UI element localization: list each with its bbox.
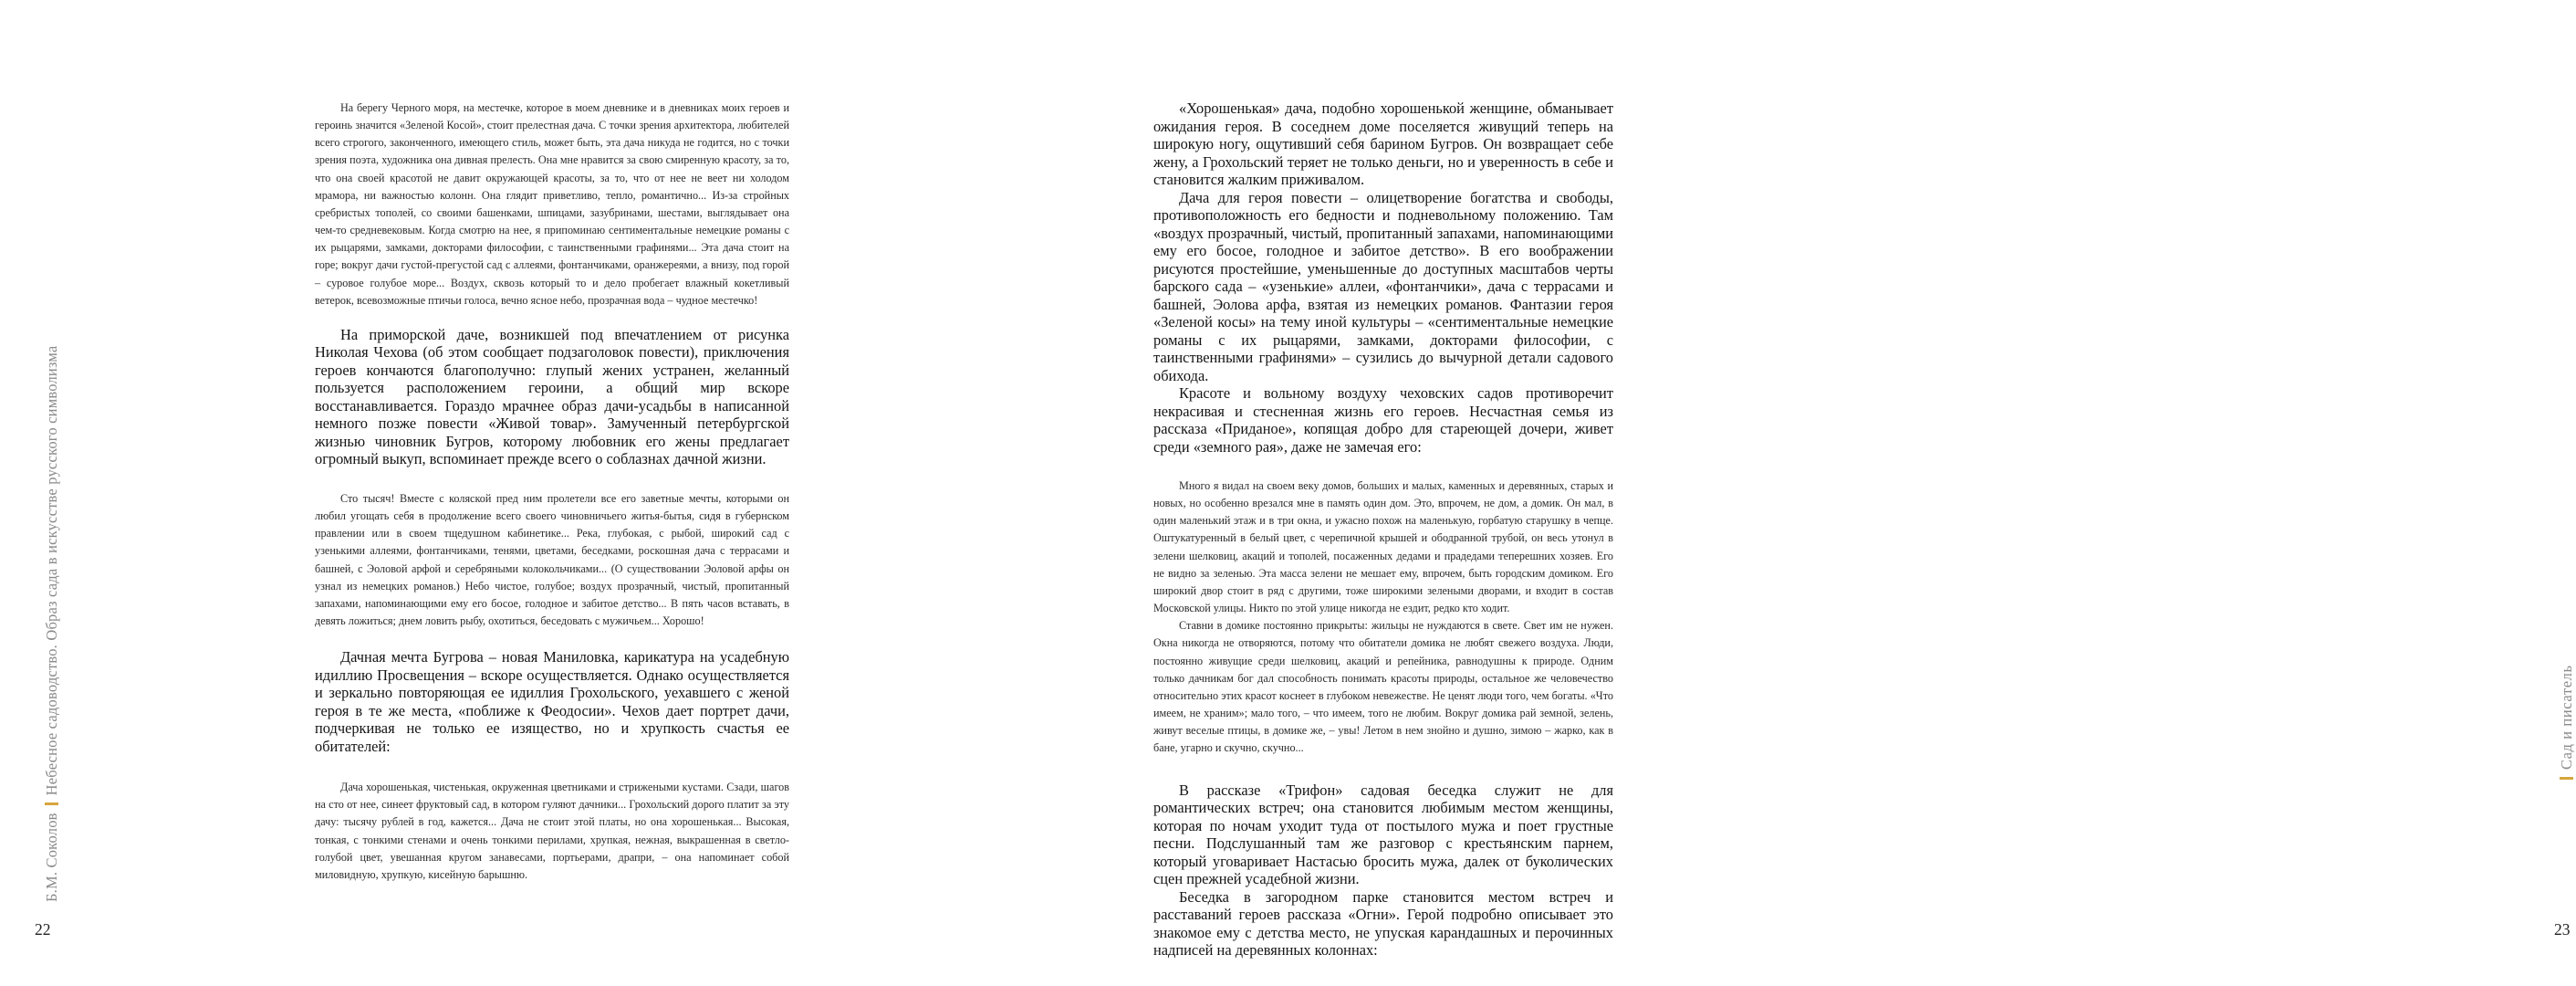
body-paragraph: Дача для героя повести – олицетворение богатства и свободы, противоположность его бедности и подневольному положению. Там «воздух прозрачный, чистый, пропитанный запахами, напоминающими ему его босое, голодное и забитое детство». В его воображении рисуются простейшие, уменьшенные до доступных масштабов черты барского сада – «узенькие» аллеи, «фонтанчики», дача с террасами и башней, Эолова арфа, взятая из немецких романов. Фантазии героя «Зеленой косы» на тему иной культуры – «сентиментальные немецкие романы с их рыцарями, замками, докторами философии, с таинственными графинями» – сузились до вычурной детали садового обихода. xyxy=(1153,188,1613,384)
running-head-book-title: Небесное садоводство. Образ сада в искусстве русского символизма xyxy=(43,345,60,796)
quote-paragraph: Много я видал на своем веку домов, больших и малых, каменных и деревянных, старых и новых, но особенно врезался мне в память один дом. Это, впрочем, не дом, а домик. Он мал, в один маленький этаж и в три окна, и ужасно похож на маленькую, горбатую старушку в чепце. Оштукатуренный в белый цвет, с черепичной крышей и ободранной трубой, он весь утонул в зелени шелковиц, акаций и тополей, посаженных дедами и прадедами теперешних хозяев. Его не видно за зеленью. Эта масса зелени не мешает ему, впрочем, быть городским домиком. Его широкий двор стоит в ряд с другими, тоже широкими зелеными дворами, и входит в состав Московской улицы. Никто по этой улице никогда не ездит, редко кто ходит. xyxy=(1153,479,1613,615)
running-head-separator xyxy=(2560,777,2573,780)
running-head-right xyxy=(2558,665,2576,787)
body-paragraph: Дачная мечта Бугрова – новая Маниловка, карикатура на усадебную идиллию Просвещения – вскоре осуществляется. Однако осуществляется и зеркально повторяющая ее идиллия Грохольского, уехавшего с женой героя в те же места, «поближе к Феодосии». Чехов дает портрет дачи, подчеркивая не только ее изящество, но и хрупкость счастья ее обитателей: xyxy=(315,648,789,755)
body-paragraph: На приморской даче, возникшей под впечатлением от рисунка Николая Чехова (об этом сообщает подзаголовок повести), приключения героев кончаются благополучно: глупый жених устранен, желанный пользуется расположением героини, а общий мир вскоре восстанавливается. Гораздо мрачнее образ дачи-усадьбы в написанной немного позже повести «Живой товар». Замученный петербургской жизнью чиновник Бугров, которому любовник его жены предлагает огромный выкуп, вспоминает прежде всего о соблазнах дачной жизни. xyxy=(315,325,789,468)
quote-paragraph: Дача хорошенькая, чистенькая, окруженная цветниками и стрижеными кустами. Сзади, шагов на сто от нее, синеет фруктовый сад, в котором гуляют дачники... Грохольский дорого платит за эту дачу: тысячу рублей в год, кажется... Дача не стоит этой платы, но она хорошенькая... Высокая, тонкая, с тонкими стенами и очень тонкими перилами, хрупкая, нежная, выкрашенная в светло-голубой цвет, увешанная кругом занавесами, портьерами, драпри, – она напоминает собой миловидную, хрупкую, кисейную барышню. xyxy=(315,781,789,881)
page-number-left: 22 xyxy=(35,920,51,939)
body-paragraph: Красоте и вольному воздуху чеховских садов противоречит некрасивая и стесненная жизнь его героев. Несчастная семья из рассказа «Приданое», копящая добро для стареющей дочери, живет среди «земного рая», даже не замечая его: xyxy=(1153,384,1613,456)
running-head-section-title: Сад и писатель xyxy=(2558,665,2575,770)
body-paragraph: Беседка в загородном парке становится местом встреч и расставаний героев рассказа «Огни». Герой подробно описывает это знакомое ему с детства место, не упуская карандашных и перочинных надписей на деревянных колоннах: xyxy=(1153,887,1613,959)
body-paragraph: «Хорошенькая» дача, подобно хорошенькой женщине, обманывает ожидания героя. В соседнем доме поселяется живущий теперь на широкую ногу, ощутивший себя барином Бугров. Он возвращает себе жену, а Грохольский теряет не только деньги, но и уверенность в себе и становится жалким приживалом. xyxy=(1153,100,1613,188)
quote-paragraph: Сто тысяч! Вместе с коляской пред ним пролетели все его заветные мечты, которыми он любил угощать себя в продолжение всего своего чиновничьего житья-бытья, сидя в губернском правлении или в своем тщедушном кабинетике... Река, глубокая, с рыбой, широкий сад с узенькими аллеями, фонтанчиками, тенями, цветами, беседками, роскошная дача с террасами и башней, с Эоловой арфой и серебряными колокольчиками... (О существовании Эоловой арфы он узнал из немецких романов.) Небо чистое, голубое; воздух прозрачный, чистый, пропитанный запахами, напоминающими ему его босое, голодное и забитое детство... В пять часов вставать, в девять ложиться; днем ловить рыбу, охотиться, беседовать с мужичьем... Хорошо! xyxy=(315,491,789,627)
right-page xyxy=(867,0,2575,986)
right-text-column xyxy=(1153,100,1613,960)
body-paragraph: В рассказе «Трифон» садовая беседка служит не для романтических встреч; она становится любимым местом женщины, которая по ночам уходит туда от постылого мужа и поет грустные песни. Подслушанный там же разговор с крестьянским парнем, который уговаривает Настасью бросить мужа, далек от буколических сцен прежней усадебной жизни. xyxy=(1153,781,1613,887)
left-page xyxy=(0,0,867,986)
left-text-column xyxy=(315,100,789,884)
page-number-right: 23 xyxy=(2554,920,2571,939)
running-head-separator xyxy=(45,802,58,805)
quote-paragraph: На берегу Черного моря, на местечке, которое в моем дневнике и в дневниках моих героев и героинь значится «Зеленой Косой», стоит прелестная дача. С точки зрения архитектора, любителей всего строгого, законченного, имеющего стиль, может быть, эта дача никуда не годится, но с точки зрения поэта, художника она дивная прелесть. Она мне нравится за свою смиренную красоту, за то, что она своей красотой не давит окружающей красоты, за то, что от нее не веет ни холодом мрамора, ни важностью колонн. Она глядит приветливо, тепло, романтично... Из-за стройных сребристых тополей, со своими башенками, шпицами, зазубринами, шестами, выглядывает она чем-то средневековым. Когда смотрю на нее, я припоминаю сентиментальные немецкие романы с их рыцарями, замками, докторами философии, с таинственными графинями... Эта дача стоит на горе; вокруг дачи густой-прегустой сад с аллеями, фонтанчиками, оранжереями, а внизу, под горой – суровое голубое море... Воздух, сквозь который то и дело пробегает влажный кокетливый ветерок, всевозможные птичьи голоса, вечно ясное небо, прозрачная вода – чудное местечко! xyxy=(315,101,789,307)
running-head-left xyxy=(43,346,61,902)
running-head-author: Б.М. Соколов xyxy=(43,813,60,902)
quote-paragraph: Ставни в домике постоянно прикрыты: жильцы не нуждаются в свете. Свет им не нужен. Окна никогда не отворяются, потому что обитатели домика не любят свежего воздуха. Люди, постоянно живущие среди шелковиц, акаций и репейника, равнодушны к природе. Одним только дачникам бог дал способность понимать красоты природы, остальное же человечество относительно этих красот коснеет в глубоком невежестве. Не ценят люди того, чем богаты. «Что имеем, не храним»; мало того, – что имеем, того не любим. Вокруг домика рай земной, зелень, живут веселые птицы, в домике же, – увы! Летом в нем знойно и душно, зимою – жарко, как в бане, угарно и скучно, скучно... xyxy=(1153,619,1613,755)
